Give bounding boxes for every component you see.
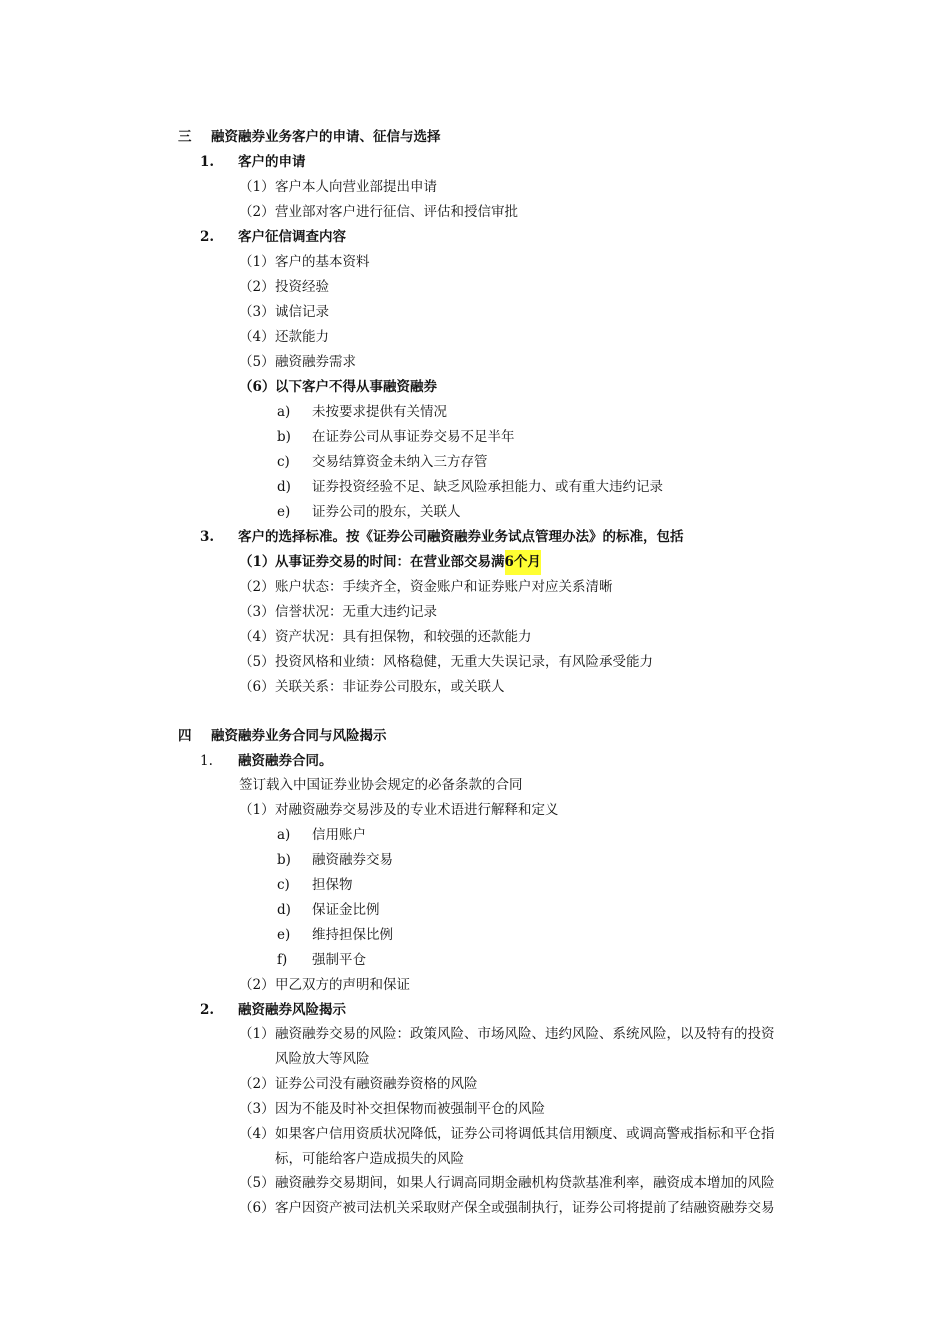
list-text: 因为不能及时补交担保物而被强制平仓的风险 [275,1101,545,1117]
sub-list-letter: e) [277,927,291,943]
list-number: （6） [239,679,275,695]
item-heading [200,525,684,550]
list-number: （1） [239,802,275,818]
list-number: （2） [239,279,275,295]
sub-list-item [277,948,366,973]
list-number: （4） [239,329,275,345]
sub-list-item [277,898,380,923]
paragraph: 签订载入中国证券业协会规定的必备条款的合同 [239,777,523,793]
list-number: （2） [239,204,275,220]
list-number: （4） [239,629,275,645]
list-text: 甲乙双方的声明和保证 [275,977,410,993]
list-text-continuation: 风险放大等风险 [275,1051,370,1067]
sub-list-text: 维持担保比例 [312,927,393,943]
list-item [239,175,437,200]
sub-list-letter: c) [277,877,290,893]
list-text: 资产状况：具有担保物，和较强的还款能力 [275,629,532,645]
sub-list-text: 担保物 [312,877,353,893]
sub-list-text: 融资融券交易 [312,852,393,868]
list-item [239,798,559,823]
list-item [239,1171,775,1196]
list-number: （5） [239,654,275,670]
list-item [239,300,329,325]
sub-list-item [277,475,663,500]
list-item [239,275,329,300]
sub-list-text: 证券投资经验不足、缺乏风险承担能力、或有重大违约记录 [312,479,663,495]
list-number: （3） [239,604,275,620]
sub-list-text: 保证金比例 [312,902,380,918]
list-number: （5） [239,354,275,370]
list-text: 对融资融券交易涉及的专业术语进行解释和定义 [275,802,559,818]
sub-list-letter: f) [277,952,288,968]
list-number: （1） [239,1026,275,1042]
item-number: 2. [200,1002,215,1018]
list-number: （6） [239,1200,275,1216]
sub-list-letter: d) [277,479,291,495]
list-item [239,1122,775,1147]
list-item [239,600,437,625]
item-heading [200,225,346,250]
list-item [239,325,329,350]
sub-list-letter: b) [277,429,291,445]
sub-list-item [277,823,366,848]
list-text: 证券公司没有融资融券资格的风险 [275,1076,478,1092]
list-item [239,375,437,400]
list-number: （1） [239,254,275,270]
list-text: 诚信记录 [275,304,329,320]
list-text: 还款能力 [275,329,329,345]
list-item [239,650,653,675]
list-item [239,1072,478,1097]
list-number: （6） [239,379,276,395]
sub-list-letter: e) [277,504,291,520]
list-text: 融资融券交易的风险：政策风险、市场风险、违约风险、系统风险，以及特有的投资 [275,1026,775,1042]
list-number: （1） [239,554,276,570]
section-heading [178,724,387,749]
sub-list-letter: a) [277,404,291,420]
list-number: （5） [239,1175,275,1191]
sub-list-text: 在证券公司从事证券交易不足半年 [312,429,515,445]
item-number: 2. [200,229,215,245]
sub-list-item [277,425,515,450]
list-number: （4） [239,1126,275,1142]
list-text: 从事证券交易的时间：在营业部交易满 [275,554,505,570]
sub-list-item [277,873,353,898]
item-title: 融资融券风险揭示 [238,1002,346,1018]
sub-list-item [277,450,488,475]
item-title: 客户征信调查内容 [238,229,346,245]
list-number: （2） [239,579,275,595]
list-item [239,1022,775,1047]
list-item [239,1097,545,1122]
list-text: 融资融券交易期间，如果人行调高同期金融机构贷款基准利率，融资成本增加的风险 [275,1175,775,1191]
item-number: 3. [200,529,215,545]
item-heading [200,749,333,774]
list-text: 信誉状况：无重大违约记录 [275,604,437,620]
list-item [239,550,541,575]
list-number: （3） [239,304,275,320]
list-text: 关联关系：非证券公司股东，或关联人 [275,679,505,695]
list-text: 以下客户不得从事融资融券 [275,379,437,395]
list-text: 投资经验 [275,279,329,295]
section-number: 三 [178,129,192,145]
list-item [239,200,518,225]
item-title: 客户的申请 [238,154,306,170]
list-text: 融资融券需求 [275,354,356,370]
list-item [239,350,356,375]
sub-list-text: 未按要求提供有关情况 [312,404,447,420]
section-number: 四 [178,728,192,744]
list-text: 账户状态：手续齐全，资金账户和证券账户对应关系清晰 [275,579,613,595]
sub-list-letter: c) [277,454,290,470]
list-text: 如果客户信用资质状况降低，证券公司将调低其信用额度、或调高警戒指标和平仓指 [275,1126,775,1142]
list-item [239,575,613,600]
list-text: 投资风格和业绩：风格稳健，无重大失误记录，有风险承受能力 [275,654,653,670]
item-title: 客户的选择标准。按《证券公司融资融券业务试点管理办法》的标准，包括 [238,529,684,545]
sub-list-text: 强制平仓 [312,952,366,968]
list-item [239,973,410,998]
list-number: （3） [239,1101,275,1117]
list-text: 客户因资产被司法机关采取财产保全或强制执行，证券公司将提前了结融资融券交易 [275,1200,775,1216]
list-item [239,250,370,275]
list-text: 客户本人向营业部提出申请 [275,179,437,195]
list-text-continuation: 标，可能给客户造成损失的风险 [275,1151,464,1167]
section-title: 融资融券业务合同与风险揭示 [211,728,387,744]
list-item [239,1196,775,1221]
list-number: （2） [239,977,275,993]
sub-list-item [277,848,393,873]
sub-list-letter: b) [277,852,291,868]
list-item [239,675,505,700]
item-heading [200,150,306,175]
sub-list-letter: a) [277,827,291,843]
sub-list-text: 信用账户 [312,827,366,843]
list-text: 营业部对客户进行征信、评估和授信审批 [275,204,518,220]
item-number: 1. [200,753,213,769]
item-heading [200,998,346,1023]
section-title: 融资融券业务客户的申请、征信与选择 [211,129,441,145]
sub-list-letter: d) [277,902,291,918]
sub-list-item [277,400,447,425]
item-number: 1. [200,154,215,170]
sub-list-item [277,923,393,948]
sub-list-item [277,500,461,525]
highlighted-text: 6个月 [505,550,541,575]
sub-list-text: 交易结算资金未纳入三方存管 [312,454,488,470]
list-text: 客户的基本资料 [275,254,370,270]
sub-list-text: 证券公司的股东，关联人 [312,504,461,520]
list-item [239,625,532,650]
section-heading [178,125,441,150]
item-title: 融资融券合同。 [238,753,333,769]
list-number: （1） [239,179,275,195]
list-number: （2） [239,1076,275,1092]
